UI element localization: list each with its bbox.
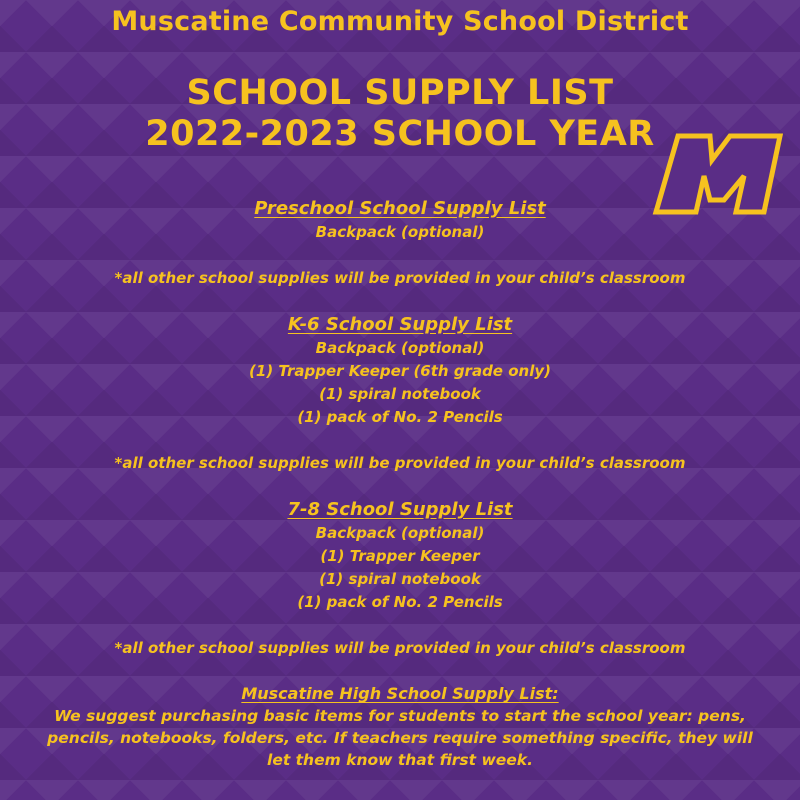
district-name: Muscatine Community School District xyxy=(111,6,689,37)
g78-section-title: 7-8 School Supply List xyxy=(287,499,513,520)
g78-note: *all other school supplies will be provided in your child’s classroom xyxy=(114,639,686,657)
list-item: (1) Trapper Keeper xyxy=(320,547,480,565)
list-item: Backpack (optional) xyxy=(315,223,485,241)
high-school-text: We suggest purchasing basic items for students to start the school year: pens, pencils, notebooks, folders, etc. If teachers require something specific, they will let them know that first week. xyxy=(47,707,753,769)
list-item: (1) pack of No. 2 Pencils xyxy=(297,593,503,611)
page-title-line-2: 2022-2023 SCHOOL YEAR xyxy=(145,114,655,154)
high-school-section-title: Muscatine High School Supply List: xyxy=(241,684,559,703)
supply-lists xyxy=(30,197,770,771)
list-item: (1) spiral notebook xyxy=(319,570,481,588)
list-item: (1) spiral notebook xyxy=(319,385,481,403)
k6-note: *all other school supplies will be provided in your child’s classroom xyxy=(114,454,686,472)
k6-section-title: K-6 School Supply List xyxy=(287,314,513,335)
list-item: Backpack (optional) xyxy=(315,524,485,542)
preschool-section-title: Preschool School Supply List xyxy=(254,198,546,219)
list-item: (1) pack of No. 2 Pencils xyxy=(297,408,503,426)
preschool-note: *all other school supplies will be provided in your child’s classroom xyxy=(114,269,686,287)
page-title-line-1: SCHOOL SUPPLY LIST xyxy=(186,73,614,113)
list-item: Backpack (optional) xyxy=(315,339,485,357)
list-item: (1) Trapper Keeper (6th grade only) xyxy=(249,362,551,380)
